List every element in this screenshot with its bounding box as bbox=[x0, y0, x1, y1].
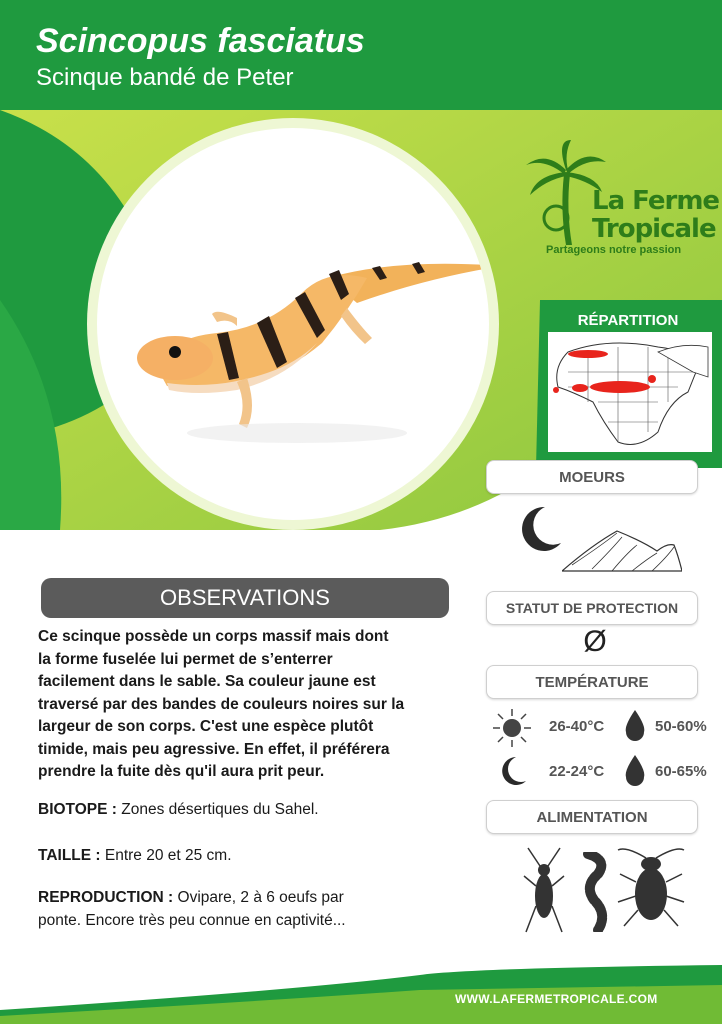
worm-icon bbox=[578, 852, 612, 932]
skink-illustration bbox=[97, 128, 489, 520]
repartition-title: RÉPARTITION bbox=[577, 312, 679, 329]
night-humidity-drop-icon bbox=[624, 755, 646, 787]
observations-header: OBSERVATIONS bbox=[41, 578, 449, 618]
logo-text-line1: La Ferme bbox=[592, 186, 720, 216]
footer-website-link[interactable]: WWW.LAFERMETROPICALE.COM bbox=[455, 992, 658, 1006]
dunes-icon bbox=[562, 525, 682, 573]
sun-icon bbox=[492, 708, 532, 748]
moon-icon bbox=[515, 503, 565, 553]
protection-status-symbol: Ø bbox=[583, 625, 607, 658]
cockroach-icon bbox=[616, 846, 686, 928]
temperature-header: TEMPÉRATURE bbox=[486, 665, 698, 699]
day-temperature: 26-40°C bbox=[549, 718, 605, 735]
night-temperature: 22-24°C bbox=[549, 763, 605, 780]
observations-line: facilement dans le sable. Sa couleur jaune est bbox=[38, 673, 376, 690]
taille-label: TAILLE : bbox=[38, 847, 101, 864]
species-latin-name: Scincopus fasciatus bbox=[36, 22, 365, 60]
observations-text bbox=[38, 626, 468, 784]
observations-line: Ce scinque possède un corps massif mais dont bbox=[38, 628, 389, 645]
cricket-icon bbox=[522, 846, 566, 936]
taille-line bbox=[38, 845, 468, 868]
alimentation-header: ALIMENTATION bbox=[486, 800, 698, 834]
species-photo bbox=[97, 128, 489, 520]
observations-line: la forme fuselée lui permet de s’enterrer bbox=[38, 650, 333, 668]
distribution-map bbox=[548, 332, 712, 452]
observations-line: traversé par des bandes de couleurs noires sur la bbox=[38, 695, 405, 713]
reproduction-value: Ovipare, 2 à 6 oeufs par bbox=[173, 889, 344, 906]
humidity-drop-icon bbox=[624, 710, 646, 742]
observations-line: timide, mais peu agressive. En effet, il préférera bbox=[38, 740, 390, 758]
biotope-label: BIOTOPE : bbox=[38, 801, 117, 818]
moeurs-header: MOEURS bbox=[486, 460, 698, 494]
night-humidity: 60-65% bbox=[655, 763, 707, 780]
logo-text-line2: Tropicale bbox=[592, 214, 716, 244]
observations-line: largeur de son corps. C'est une espèce plutôt bbox=[38, 718, 374, 735]
taille-value: Entre 20 et 25 cm. bbox=[100, 847, 232, 864]
protection-status-header: STATUT DE PROTECTION bbox=[486, 591, 698, 625]
night-moon-icon bbox=[498, 755, 528, 787]
reproduction-value-cont: ponte. Encore très peu connue en captivité... bbox=[38, 911, 346, 929]
reproduction-line bbox=[38, 887, 468, 932]
logo-tagline: Partageons notre passion bbox=[546, 244, 682, 256]
biotope-line bbox=[38, 799, 468, 822]
species-common-name: Scinque bandé de Peter bbox=[36, 64, 294, 91]
biotope-value: Zones désertiques du Sahel. bbox=[116, 801, 319, 818]
observations-line: prendre la fuite dès qu'il aura prit peur. bbox=[38, 763, 325, 780]
day-humidity: 50-60% bbox=[655, 718, 707, 735]
reproduction-label: REPRODUCTION : bbox=[38, 889, 174, 906]
